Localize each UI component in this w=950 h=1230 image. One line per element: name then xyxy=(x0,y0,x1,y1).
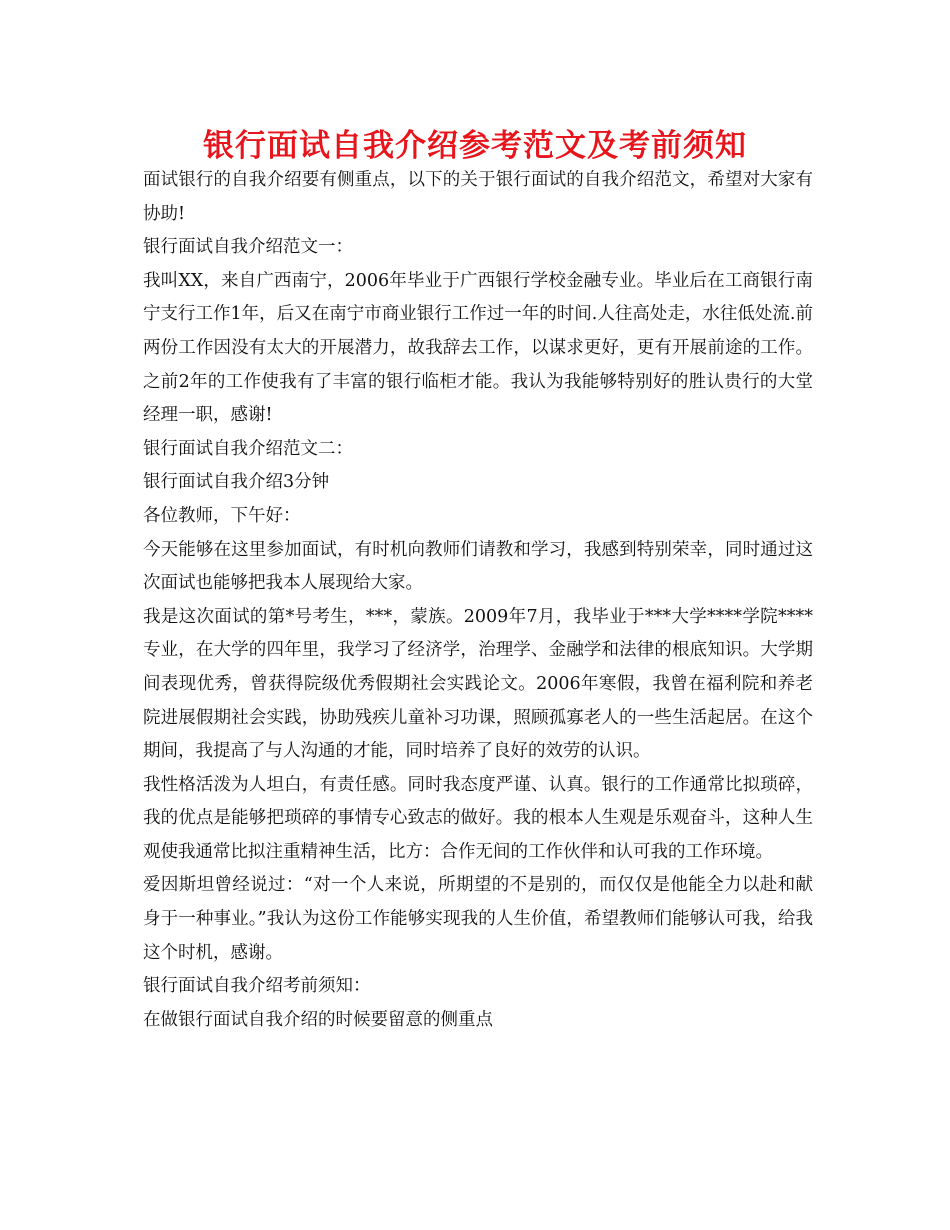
section-heading-tips: 银行面试自我介绍考前须知： xyxy=(143,976,371,997)
section-heading-sample-two: 银行面试自我介绍范文二： xyxy=(143,438,353,459)
intro-paragraph: 面试银行的自我介绍要有侧重点，以下的关于银行面试的自我介绍范文，希望对大家有协助! xyxy=(143,170,813,224)
sample-one-paragraph: 我叫XX，来自广西南宁，2006年毕业于广西银行学校金融专业。毕业后在工商银行南宁支行工作1年，后又在南宁市商业银行工作过一年的时间.人往高处走，水往低处流.前两份工作因没有太大的开展潜力，故我辞去工作，以谋求更好，更有开展前途的工作。之前2年的工作使我有了丰富的银行临柜才能。我认为我能够特别好的胜认贵行的大堂经理一职，感谢! xyxy=(143,270,813,426)
greeting-line: 各位教师，下午好： xyxy=(143,505,301,526)
sample-two-paragraph-personality: 我性格活泼为人坦白，有责任感。同时我态度严谨、认真。银行的工作通常比拟琐碎，我的优点是能够把琐碎的事情专心致志的做好。我的根本人生观是乐观奋斗，这种人生观使我通常比拟注重精神生活，比方：合作无间的工作伙伴和认可我的工作环境。 xyxy=(143,774,813,862)
sample-two-paragraph-opening: 今天能够在这里参加面试，有时机向教师们请教和学习，我感到特别荣幸，同时通过这次面试也能够把我本人展现给大家。 xyxy=(143,539,813,594)
sample-two-subtitle: 银行面试自我介绍3分钟 xyxy=(143,472,330,493)
sample-two-paragraph-background: 我是这次面试的第*号考生，***，蒙族。2009年7月，我毕业于***大学****学院****专业，在大学的四年里，我学习了经济学，治理学、金融学和法律的根底知识。大学期间表现优秀，曾获得院级优秀假期社会实践论文。2006年寒假，我曾在福利院和养老院进展假期社会实践，协助残疾儿童补习功课，照顾孤寡老人的一些生活起居。在这个期间，我提高了与人沟通的才能，同时培养了良好的效劳的认识。 xyxy=(143,606,813,762)
document-body xyxy=(143,164,813,1037)
sample-two-paragraph-closing: 爱因斯坦曾经说过：“对一个人来说，所期望的不是别的，而仅仅是他能全力以赴和献身于一种事业。”我认为这份工作能够实现我的人生价值，希望教师们能够认可我，给我这个时机，感谢。 xyxy=(143,875,813,963)
document-title: 银行面试自我介绍参考范文及考前须知 xyxy=(203,128,747,164)
tips-paragraph: 在做银行面试自我介绍的时候要留意的侧重点 xyxy=(143,1009,493,1030)
section-heading-sample-one: 银行面试自我介绍范文一： xyxy=(143,237,353,258)
